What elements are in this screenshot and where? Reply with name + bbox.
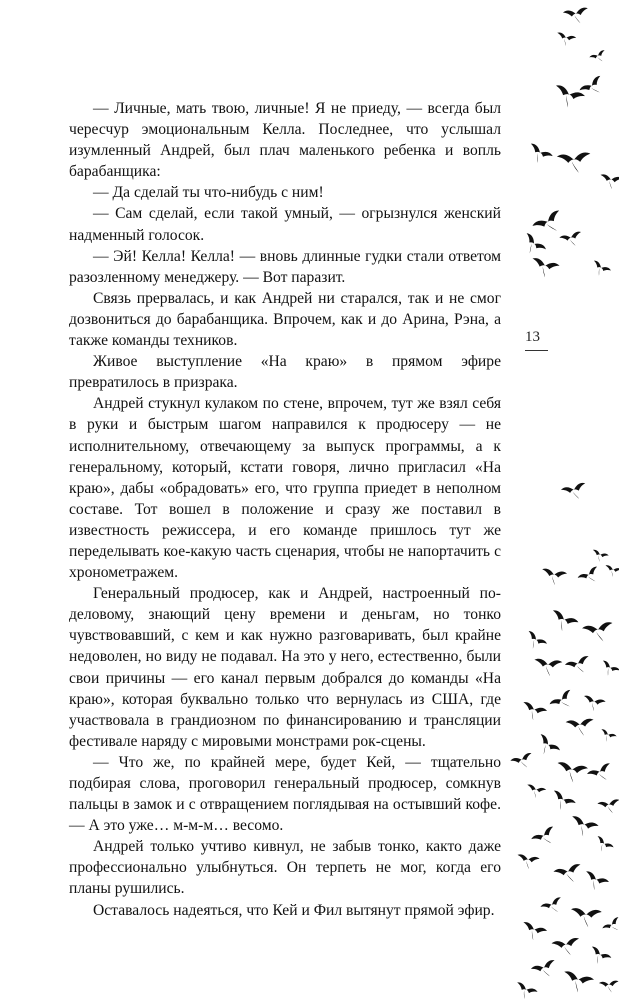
bird-icon — [550, 84, 585, 111]
bird-icon — [525, 784, 547, 800]
bird-icon — [532, 209, 568, 240]
bird-icon — [598, 729, 617, 745]
bird-icon — [555, 32, 577, 48]
bird-icon — [589, 50, 608, 66]
bird-icon — [524, 142, 553, 167]
bird-icon — [547, 789, 576, 814]
bird-icon — [589, 260, 612, 280]
paragraph: — Сам сделай, если такой умный, — огрызнулся женский надменный голосок. — [69, 205, 501, 244]
bird-icon — [590, 549, 609, 564]
page-body-text — [69, 98, 501, 921]
bird-icon — [598, 660, 619, 680]
bird-icon — [581, 695, 606, 713]
bird-icon — [602, 916, 619, 937]
bird-icon — [531, 825, 560, 850]
bird-icon — [510, 752, 536, 772]
bird-icon — [555, 761, 588, 784]
bird-icon — [597, 799, 619, 816]
bird-icon — [553, 863, 584, 886]
bird-icon — [533, 658, 562, 677]
bird-icon — [561, 482, 589, 503]
bird-icon — [530, 959, 559, 981]
paragraph: Генеральный продюсер, как и Андрей, настроенный по-деловому, знающий цену времени и деньгам, но тонко чувствовавший, с кем и как нужно разговаривать, был крайне недоволен, но виду не подавал. На это у него, естественно, были свои причины — его канал первым добрался до команды «На краю», которая буквально только что вернулась из США, где участвовала в грандиозном по финансированию и трансляции фестивале наряду с мировыми монстрами рок-сцены. — [69, 585, 501, 750]
bird-icon — [592, 835, 615, 856]
bird-icon — [570, 908, 602, 929]
bird-icon — [529, 257, 560, 280]
bird-icon — [512, 981, 538, 1000]
paragraph: Андрей стукнул кулаком по стене, впрочем, тут же взял себя в руки и быстрым шагом направился к продюсеру — не исполнительному, отвечающему за выпуск программы, а к генеральному, который, кстати говоря, лично пригласил «На краю», дабы «обрадовать» его, что группа приедет в неполном составе. Тот вошел в положение и сразу же поставил в известность режиссера, и его команде пришлось тут же переделывать кое-какую часть сценария, чтобы не напортачить с хронометражем. — [69, 395, 501, 582]
bird-icon — [580, 870, 609, 894]
bird-icon — [567, 815, 599, 840]
bird-icon — [540, 896, 566, 917]
page-number: 13 — [525, 329, 540, 345]
bird-icon — [603, 565, 619, 579]
bird-icon — [551, 937, 581, 958]
bird-icon — [532, 733, 561, 761]
bird-icon — [519, 921, 548, 943]
paragraph: Андрей только учтиво кивнул, не забыв тонко, както даже профессионально улыбнуться. Он терпеть не мог, когда его планы рушились. — [69, 838, 501, 898]
paragraph: — Что же, по крайней мере, будет Кей, — тщательно подбирая слова, проговорил генеральный продюсер, сомкнув пальцы в замок и с отвращением поглядывая на остывший кофе. — А это уже… м-м-м… весомо. — [69, 753, 501, 835]
bird-icon — [599, 980, 619, 993]
bird-icon — [586, 946, 612, 969]
paragraph: — Эй! Келла! Келла! — вновь длинные гудки стали ответом разозленному менеджеру. — Вот паразит. — [69, 247, 501, 286]
bird-icon — [582, 621, 615, 644]
bird-icon — [518, 232, 547, 260]
bird-icon — [579, 75, 608, 102]
paragraph: Живое выступление «На краю» в прямом эфире превратилось в призрака. — [69, 353, 501, 392]
bird-icon — [587, 762, 616, 786]
bird-icon — [519, 701, 548, 723]
bird-icon — [577, 566, 603, 589]
paragraph: Связь прервалась, и как Андрей ни старался, так и не смог дозвониться до барабанщика. Впрочем, как и до Арина, Рэна, а также команды техников. — [69, 289, 501, 350]
paragraph: Оставалось надеяться, что Кей и Фил вытянут прямой эфир. — [93, 901, 495, 919]
bird-icon — [559, 231, 584, 249]
bird-icon — [564, 655, 593, 677]
bird-icon — [515, 854, 539, 871]
bird-icon — [557, 152, 592, 175]
bird-icon — [547, 609, 579, 636]
bird-icon — [560, 970, 594, 995]
paragraph: — Личные, мать твою, личные! Я не приеду, — всегда был чересчур эмоциональным Келла. Последнее, что услышал изумленный Андрей, был плач маленького ребенка и вопль барабанщика: — [69, 100, 501, 181]
bird-icon — [598, 174, 619, 191]
paragraph: — Да сделай ты что-нибудь с ним! — [93, 184, 324, 202]
bird-icon — [549, 689, 578, 716]
bird-icon — [540, 568, 567, 587]
page-number-underline — [525, 350, 548, 351]
bird-icon — [563, 7, 590, 26]
bird-icon — [522, 630, 548, 654]
bird-icon — [566, 718, 595, 737]
